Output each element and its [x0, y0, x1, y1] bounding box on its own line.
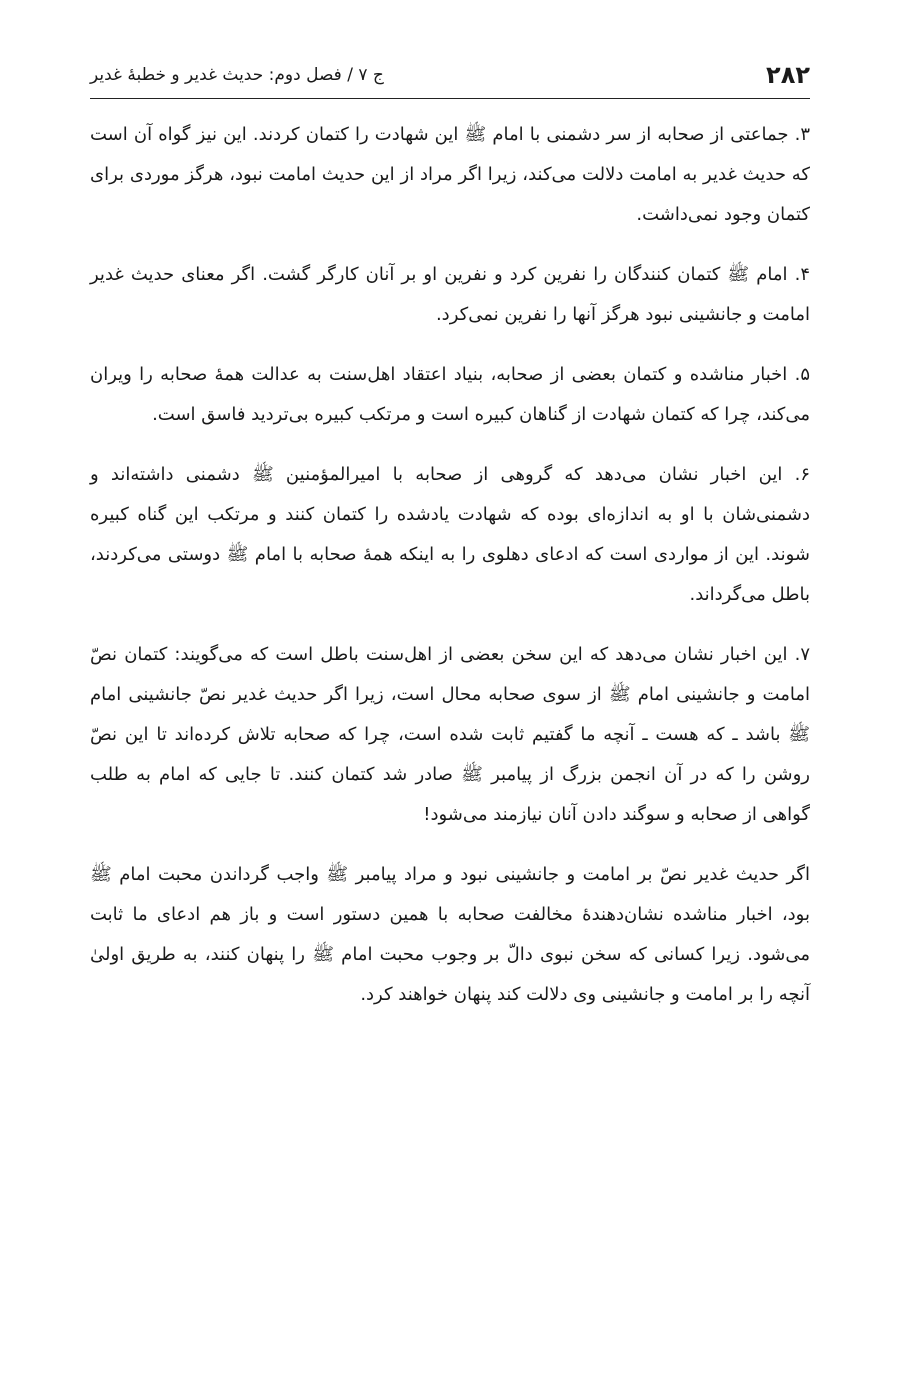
paragraph-point-6: ۶. این اخبار نشان می‌دهد که گروهی از صحابه با امیرالمؤمنین ﷺ دشمنی داشته‌اند و دشمنی‌شان با او به اندازه‌ای بوده که شهادت یادشده را کتمان کنند و مرتکب این گناه کبیره شوند. این از مواردی است که ادعای دهلوی را به اینکه همهٔ صحابه با امام ﷺ دوستی می‌کردند، باطل می‌گرداند.	[90, 464, 810, 605]
page-body	[90, 115, 810, 1015]
page-header	[90, 60, 810, 99]
page-number: ۲۸۲	[766, 61, 810, 89]
running-title: ج ۷ / فصل دوم: حدیث غدیر و خطبهٔ غدیر	[90, 65, 384, 85]
paragraph-point-5: ۵. اخبار مناشده و کتمان بعضی از صحابه، بنیاد اعتقاد اهل‌سنت به عدالت همهٔ صحابه را ویران می‌کند، چرا که کتمان شهادت از گناهان کبیره است و مرتکب کبیره بی‌تردید فاسق است.	[90, 364, 810, 425]
paragraph-point-4: ۴. امام ﷺ کتمان کنندگان را نفرین کرد و نفرین او بر آنان کارگر گشت. اگر معنای حدیث غدیر امامت و جانشینی نبود هرگز آنها را نفرین نمی‌کرد.	[90, 264, 810, 325]
paragraph-point-7: ۷. این اخبار نشان می‌دهد که این سخن بعضی از اهل‌سنت باطل است که می‌گویند: کتمان نصّ امامت و جانشینی امام ﷺ از سوی صحابه محال است، زیرا اگر حدیث غدیر نصّ جانشینی امام ﷺ باشد ـ که هست ـ آنچه ما گفتیم ثابت شده است، چرا که صحابه تلاش کرده‌اند تا این نصّ روشن را که در آن انجمن بزرگ از پیامبر ﷺ صادر شد کتمان کنند. تا جایی که امام به طلب گواهی از صحابه و سوگند دادن آنان نیازمند می‌شود!	[90, 644, 810, 825]
book-page	[90, 60, 810, 1035]
paragraph-conclusion: اگر حدیث غدیر نصّ بر امامت و جانشینی نبود و مراد پیامبر ﷺ واجب گرداندن محبت امام ﷺ بود، اخبار مناشده نشان‌دهندهٔ مخالفت صحابه با همین دستور است و باز هم ادعای ما ثابت می‌شود. زیرا کسانی که سخن نبوی دالّ بر وجوب محبت امام ﷺ را پنهان کنند، به طریق اولیٰ آنچه را بر امامت و جانشینی وی دلالت کند پنهان خواهند کرد.	[90, 864, 810, 1005]
paragraph-point-3: ۳. جماعتی از صحابه از سر دشمنی با امام ﷺ این شهادت را کتمان کردند. این نیز گواه آن است که حدیث غدیر به امامت دلالت می‌کند، زیرا اگر مراد از این حدیث امامت نبود، هرگز موردی برای کتمان وجود نمی‌داشت.	[90, 124, 810, 225]
